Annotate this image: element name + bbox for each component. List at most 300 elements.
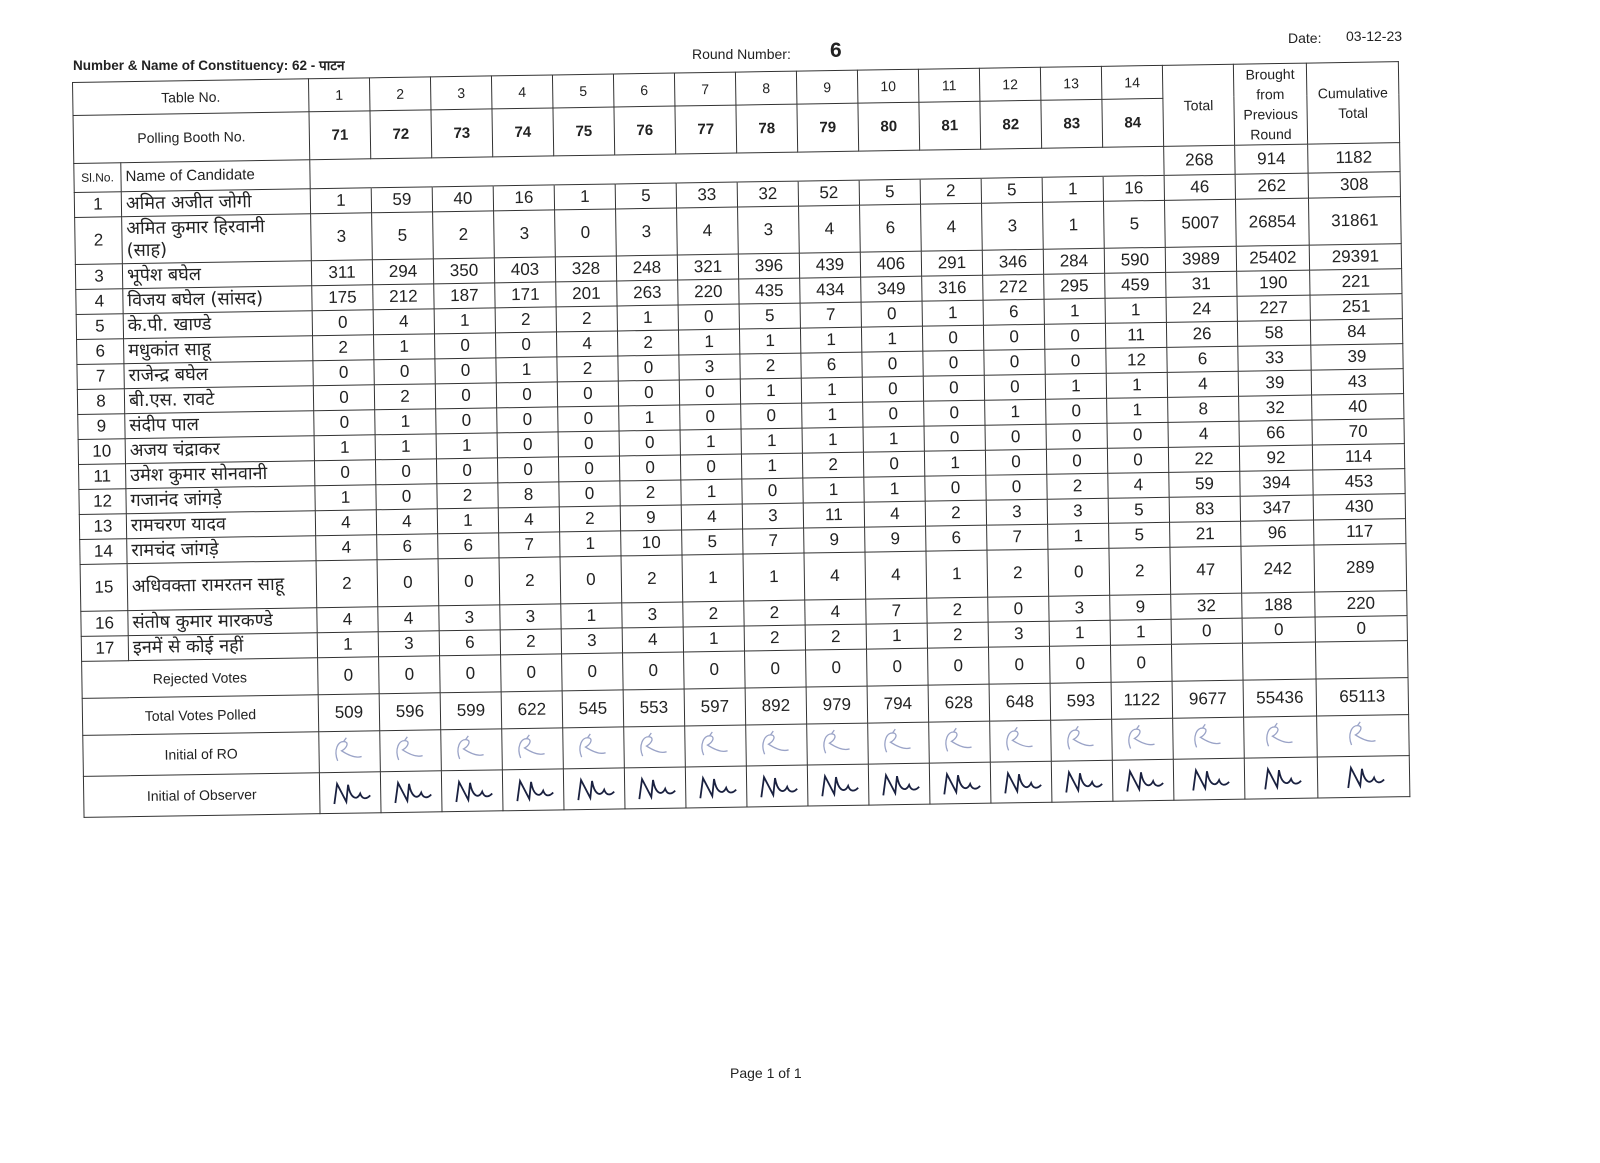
candidate-total-cell: 5007 (1164, 199, 1236, 247)
vote-cell: 0 (560, 556, 622, 604)
observer-initial-signature (1341, 759, 1386, 794)
ro-initial-cell (746, 724, 808, 766)
candidate-brought-cell: 66 (1239, 420, 1312, 446)
candidate-name: बी.एस. रावटे (124, 386, 313, 414)
candidate-brought-cell: 227 (1237, 295, 1310, 321)
vote-cell: 1 (1049, 620, 1110, 646)
observer-initial-signature (450, 773, 495, 808)
vote-cell: 1 (1048, 523, 1109, 549)
total-polled-cell: 593 (1050, 682, 1112, 720)
vote-cell: 0 (435, 333, 496, 359)
vote-cell: 2 (927, 597, 988, 623)
candidate-name: गजानंद जांगड़े (126, 486, 315, 514)
observer-initial-signature (999, 765, 1044, 800)
vote-cell: 4 (378, 606, 439, 632)
candidate-name: अधिवक्ता रामरतन साहू (127, 561, 317, 611)
vote-cell: 0 (555, 209, 617, 257)
vote-cell: 0 (680, 404, 741, 430)
candidate-sl-no: 14 (80, 539, 127, 565)
candidate-name: इनमें से कोई नहीं (128, 633, 317, 661)
vote-cell: 2 (559, 506, 620, 532)
vote-cell: 4 (864, 501, 925, 527)
booth-no-cell: 76 (614, 106, 676, 155)
vote-cell: 1 (317, 632, 378, 658)
vote-cell: 2 (805, 624, 866, 650)
observer-initial-cell (1051, 760, 1113, 802)
vote-cell: 0 (985, 449, 1046, 475)
blank-cell (737, 152, 798, 182)
vote-cell: 0 (435, 358, 496, 384)
blank-cell (920, 149, 981, 179)
vote-cell: 1 (496, 357, 557, 383)
booth-no-cell: 74 (492, 108, 554, 157)
booth-no-cell: 71 (309, 110, 371, 159)
candidate-sl-no: 16 (81, 611, 128, 637)
observer-initial-cell (380, 771, 442, 813)
candidate-name: संतोष कुमार मारकण्डे (128, 608, 317, 636)
ro-initial-signature (876, 726, 921, 761)
vote-cell: 6 (377, 534, 438, 560)
vote-cell: 0 (314, 410, 375, 436)
vote-cell: 4 (556, 331, 617, 357)
table-no-cell: 11 (918, 68, 980, 102)
vote-cell: 2 (621, 555, 683, 603)
vote-cell: 2 (374, 384, 435, 410)
vote-cell: 0 (680, 454, 741, 480)
vote-cell: 1 (682, 554, 744, 602)
total-header: Total (1162, 64, 1234, 146)
vote-cell: 0 (375, 459, 436, 485)
vote-cell: 0 (924, 400, 985, 426)
vote-cell: 0 (557, 381, 618, 407)
booth-no-cell: 73 (431, 109, 493, 158)
vote-cell: 16 (493, 185, 554, 211)
booth-no-label: Polling Booth No. (73, 111, 310, 163)
blank-cell (310, 159, 371, 189)
vote-cell: 3 (561, 628, 622, 654)
ro-initial-cell (441, 729, 503, 771)
rejected-vote-cell: 0 (562, 653, 624, 691)
vote-cell: 1 (866, 623, 927, 649)
candidate-sl-no: 8 (77, 389, 124, 415)
vote-cell: 1 (436, 433, 497, 459)
observer-initial-signature (694, 770, 739, 805)
vote-cell: 1 (741, 453, 802, 479)
ro-initial-signature (937, 725, 982, 760)
candidate-name: भूपेश बघेल (122, 261, 311, 289)
booth-no-cell: 82 (980, 100, 1042, 149)
vote-cell: 4 (1108, 472, 1169, 498)
vote-cell: 2 (1047, 473, 1108, 499)
vote-cell: 3 (439, 605, 500, 631)
vote-cell: 52 (798, 180, 859, 206)
vote-cell: 171 (495, 282, 556, 308)
ro-initial-cell (380, 730, 442, 772)
observer-initial-cell (990, 761, 1052, 803)
vote-cell: 201 (556, 281, 617, 307)
vote-cell: 7 (743, 528, 804, 554)
vote-cell: 0 (313, 385, 374, 411)
vote-cell: 220 (678, 279, 739, 305)
candidate-total-cell: 4 (1168, 421, 1239, 447)
rejected-vote-cell: 0 (745, 650, 807, 688)
vote-cell: 291 (921, 250, 982, 276)
total-polled-cell: 628 (928, 684, 990, 722)
rejected-vote-cell: 0 (501, 654, 563, 692)
vote-cell: 10 (621, 530, 682, 556)
ro-initial-cell (563, 727, 625, 769)
brought-forward-header: Brought from Previous Round (1233, 63, 1307, 145)
rejected-vote-cell: 0 (806, 649, 868, 687)
vote-cell: 1 (922, 300, 983, 326)
observer-initial-signature (1060, 764, 1105, 799)
ro-initial-signature (1341, 718, 1386, 753)
candidate-total-cell: 3989 (1165, 246, 1236, 272)
vote-cell: 5 (682, 529, 743, 555)
vote-cell: 4 (316, 535, 377, 561)
ro-initial-signature (449, 732, 494, 767)
vote-cell: 0 (861, 301, 922, 327)
total-polled-cell: 599 (440, 692, 502, 730)
vote-cell: 1 (619, 405, 680, 431)
vote-cell: 1 (315, 485, 376, 511)
candidate-sl-no: 5 (76, 314, 123, 340)
vote-cell: 2 (437, 483, 498, 509)
vote-cell: 0 (985, 424, 1046, 450)
candidate-total-cell: 59 (1169, 471, 1240, 497)
candidate-brought-cell: 33 (1238, 345, 1311, 371)
vote-cell: 2 (927, 622, 988, 648)
vote-cell: 0 (742, 478, 803, 504)
vote-cell: 4 (622, 627, 683, 653)
ro-initial-signature (1186, 721, 1231, 756)
booth-no-cell: 80 (858, 102, 920, 151)
vote-cell: 1 (1105, 297, 1166, 323)
table-no-cell: 10 (857, 69, 919, 103)
initial-ro-label: Initial of RO (83, 732, 320, 777)
candidate-total-cell: 8 (1168, 396, 1239, 422)
vote-cell: 346 (982, 249, 1043, 275)
vote-cell: 2 (316, 560, 378, 608)
vote-cell: 0 (679, 379, 740, 405)
observer-initial-cell (685, 766, 747, 808)
vote-cell: 2 (802, 452, 863, 478)
observer-initial-signature (633, 771, 678, 806)
vote-cell: 5 (1108, 497, 1169, 523)
vote-cell: 1 (561, 603, 622, 629)
round-number-value: 6 (830, 39, 842, 62)
candidate-cumulative-cell: 251 (1310, 294, 1402, 320)
vote-cell: 3 (738, 206, 800, 254)
vote-cell: 0 (558, 406, 619, 432)
vote-cell: 1 (924, 450, 985, 476)
candidate-name: मधुकांत साहू (124, 336, 313, 364)
observer-initial-cell (441, 770, 503, 812)
total-votes-polled-label: Total Votes Polled (82, 695, 319, 736)
table-no-cell: 3 (430, 76, 492, 110)
vote-cell: 0 (923, 350, 984, 376)
vote-cell: 2 (620, 480, 681, 506)
table-no-label: Table No. (73, 79, 309, 115)
ro-initial-cell (1051, 719, 1113, 761)
observer-initial-signature (938, 766, 983, 801)
vote-cell: 6 (860, 204, 922, 252)
vote-cell: 5 (1104, 200, 1166, 248)
ro-initial-cell (868, 722, 930, 764)
candidate-brought-cell: 347 (1240, 495, 1313, 521)
candidate-sl-no: 12 (79, 489, 126, 515)
observer-initial-cell (746, 765, 808, 807)
observer-initial-cell (807, 764, 869, 806)
vote-cell: 2 (744, 625, 805, 651)
table-no-cell: 4 (491, 75, 553, 109)
vote-cell: 1 (554, 184, 615, 210)
candidate-sl-no: 15 (80, 564, 128, 612)
results-table (72, 61, 1410, 818)
vote-cell: 0 (313, 360, 374, 386)
vote-cell: 0 (678, 304, 739, 330)
total-polled-cell: 1122 (1111, 681, 1173, 719)
vote-cell: 248 (616, 255, 677, 281)
vote-cell: 2 (740, 353, 801, 379)
vote-cell: 7 (987, 524, 1048, 550)
vote-cell: 0 (1048, 548, 1110, 596)
vote-cell: 1 (802, 427, 863, 453)
blank-cell (1103, 146, 1164, 176)
total-polled-total: 9677 (1172, 680, 1244, 718)
candidate-name: अमित अजीत जोगी (121, 189, 310, 217)
vote-cell: 0 (377, 559, 439, 607)
candidate-brought-cell: 190 (1237, 270, 1310, 296)
vote-cell: 263 (617, 280, 678, 306)
vote-cell: 3 (1049, 595, 1110, 621)
vote-cell: 2 (499, 557, 561, 605)
total-polled-cell: 892 (745, 687, 807, 725)
total-polled-cell: 979 (806, 686, 868, 724)
vote-cell: 2 (495, 307, 556, 333)
vote-cell: 295 (1044, 273, 1105, 299)
blank-cell (859, 150, 920, 180)
candidate-sl-no: 1 (74, 192, 121, 218)
vote-cell: 434 (800, 277, 861, 303)
rejected-vote-cell: 0 (927, 647, 989, 685)
vote-cell: 3 (622, 602, 683, 628)
cumulative-header: Cumulative Total (1306, 62, 1399, 144)
blank-cell (1315, 641, 1408, 679)
candidate-sl-no: 3 (75, 264, 122, 290)
vote-cell: 0 (618, 380, 679, 406)
vote-cell: 4 (921, 203, 983, 251)
vote-cell: 1 (740, 378, 801, 404)
vote-cell: 349 (861, 276, 922, 302)
ro-initial-signature (1059, 723, 1104, 758)
candidate-total-cell: 47 (1170, 546, 1242, 594)
candidate-cumulative-cell: 453 (1313, 469, 1405, 495)
vote-cell: 6 (438, 533, 499, 559)
vote-cell: 4 (865, 551, 927, 599)
vote-cell: 0 (741, 403, 802, 429)
table-no-cell: 8 (735, 71, 797, 105)
vote-cell: 1 (617, 305, 678, 331)
candidate-brought-cell: 26854 (1235, 198, 1309, 246)
observer-initial-cell (1173, 758, 1245, 800)
candidate-sl-no: 6 (77, 339, 124, 365)
ro-initial-signature (510, 732, 555, 767)
vote-cell: 1 (314, 435, 375, 461)
vote-cell: 1 (375, 409, 436, 435)
ro-initial-signature (754, 728, 799, 763)
vote-cell: 1 (374, 334, 435, 360)
total-polled-cell: 794 (867, 685, 929, 723)
vote-cell: 0 (924, 425, 985, 451)
candidate-sl-no: 17 (81, 636, 128, 662)
vote-cell: 0 (984, 349, 1045, 375)
blank-cell (981, 148, 1042, 178)
observer-initial-signature (1259, 761, 1304, 796)
vote-cell: 6 (926, 525, 987, 551)
candidate-total-cell: 83 (1169, 496, 1240, 522)
vote-cell: 1 (741, 428, 802, 454)
vote-cell: 1 (1045, 373, 1106, 399)
vote-cell: 6 (439, 630, 500, 656)
ro-initial-signature (327, 734, 372, 769)
vote-cell: 4 (317, 607, 378, 633)
vote-cell: 3 (378, 631, 439, 657)
candidate-cumulative-cell: 39 (1311, 344, 1403, 370)
vote-cell: 1 (375, 434, 436, 460)
vote-cell: 5 (1109, 522, 1170, 548)
vote-cell: 33 (676, 182, 737, 208)
vote-cell: 1 (434, 308, 495, 334)
ro-initial-cell (1173, 717, 1245, 759)
vote-cell: 316 (922, 275, 983, 301)
vote-cell: 5 (615, 183, 676, 209)
candidate-sl-no: 13 (79, 514, 126, 540)
vote-cell: 0 (374, 359, 435, 385)
vote-cell: 7 (499, 532, 560, 558)
vote-cell: 1 (739, 328, 800, 354)
vote-cell: 0 (559, 481, 620, 507)
booth-no-cell: 75 (553, 107, 615, 156)
vote-cell: 1 (985, 399, 1046, 425)
candidate-total-cell: 6 (1167, 346, 1238, 372)
observer-initial-cell (868, 763, 930, 805)
vote-cell: 1 (863, 426, 924, 452)
vote-cell: 187 (434, 283, 495, 309)
vote-cell: 0 (497, 457, 558, 483)
observer-initial-cell (1112, 759, 1174, 801)
vote-cell: 3 (616, 208, 678, 256)
vote-cell: 4 (498, 507, 559, 533)
ro-initial-cell (685, 725, 747, 767)
vote-cell: 2 (925, 500, 986, 526)
ro-initial-signature (1258, 720, 1303, 755)
constituency-title: Number & Name of Constituency: 62 - पाटन (73, 58, 345, 73)
blank-cell (676, 153, 737, 183)
rejected-vote-cell: 0 (379, 656, 441, 694)
rejected-vote-cell: 0 (440, 655, 502, 693)
candidate-cumulative-cell: 70 (1312, 419, 1404, 445)
vote-cell: 403 (494, 257, 555, 283)
total-polled-cell: 509 (318, 694, 380, 732)
vote-cell: 12 (1106, 347, 1167, 373)
rejected-vote-cell: 0 (318, 657, 380, 695)
booth-no-cell: 78 (736, 104, 798, 153)
vote-cell: 0 (862, 376, 923, 402)
vote-cell: 0 (1107, 422, 1168, 448)
vote-cell: 0 (436, 408, 497, 434)
candidate-cumulative-cell: 221 (1310, 269, 1402, 295)
vote-cell: 59 (371, 187, 432, 213)
vote-cell: 9 (1110, 594, 1171, 620)
candidate-brought-cell: 32 (1239, 395, 1312, 421)
rejected-vote-cell: 0 (684, 651, 746, 689)
candidate-brought-cell: 262 (1235, 173, 1308, 199)
candidate-brought-cell: 58 (1237, 320, 1310, 346)
table-no-cell: 6 (613, 73, 675, 107)
candidate-brought-cell: 242 (1241, 545, 1315, 593)
vote-cell: 0 (984, 374, 1045, 400)
vote-cell: 1 (678, 329, 739, 355)
candidate-brought-cell: 188 (1242, 592, 1315, 618)
ro-initial-signature (998, 724, 1043, 759)
candidate-name: विजय बघेल (सांसद) (123, 286, 312, 314)
vote-cell: 4 (315, 510, 376, 536)
total-polled-cell: 597 (684, 688, 746, 726)
vote-cell: 9 (865, 526, 926, 552)
vote-cell: 1 (683, 626, 744, 652)
vote-cell: 11 (803, 502, 864, 528)
booth-no-cell: 83 (1041, 99, 1103, 148)
total-polled-cumulative: 65113 (1316, 678, 1409, 716)
vote-cell: 5 (859, 179, 920, 205)
vote-cell: 0 (1046, 423, 1107, 449)
candidate-brought-cell: 39 (1238, 370, 1311, 396)
date-value: 03-12-23 (1346, 28, 1403, 44)
vote-cell: 1 (743, 553, 805, 601)
vote-cell: 2 (313, 335, 374, 361)
candidate-total-cell: 268 (1164, 145, 1235, 175)
vote-cell: 0 (863, 401, 924, 427)
vote-cell: 1 (681, 479, 742, 505)
candidate-total-cell: 21 (1170, 521, 1241, 547)
vote-cell: 5 (372, 212, 434, 260)
vote-cell: 350 (433, 258, 494, 284)
observer-initial-signature (389, 774, 434, 809)
vote-cell: 3 (982, 202, 1044, 250)
candidate-cumulative-cell: 220 (1315, 591, 1407, 617)
vote-cell: 2 (433, 211, 495, 259)
vote-cell: 2 (556, 306, 617, 332)
date-label: Date: (1288, 30, 1322, 46)
page-footer: Page 1 of 1 (730, 1065, 802, 1081)
candidate-name: रामचरण यादव (126, 511, 315, 539)
vote-cell: 4 (677, 207, 739, 255)
blank-cell (493, 156, 554, 186)
candidate-name: अमित कुमार हिरवानी (साह) (122, 214, 312, 264)
round-number-label: Round Number: (692, 46, 791, 62)
observer-initial-cell (502, 769, 564, 811)
vote-cell: 5 (739, 303, 800, 329)
vote-cell: 1 (800, 327, 861, 353)
vote-cell: 1 (1044, 298, 1105, 324)
candidate-total-cell: 46 (1164, 174, 1235, 200)
vote-cell: 0 (497, 407, 558, 433)
vote-cell: 175 (312, 285, 373, 311)
booth-no-cell: 77 (675, 105, 737, 154)
vote-cell: 4 (799, 205, 861, 253)
vote-cell: 2 (557, 356, 618, 382)
